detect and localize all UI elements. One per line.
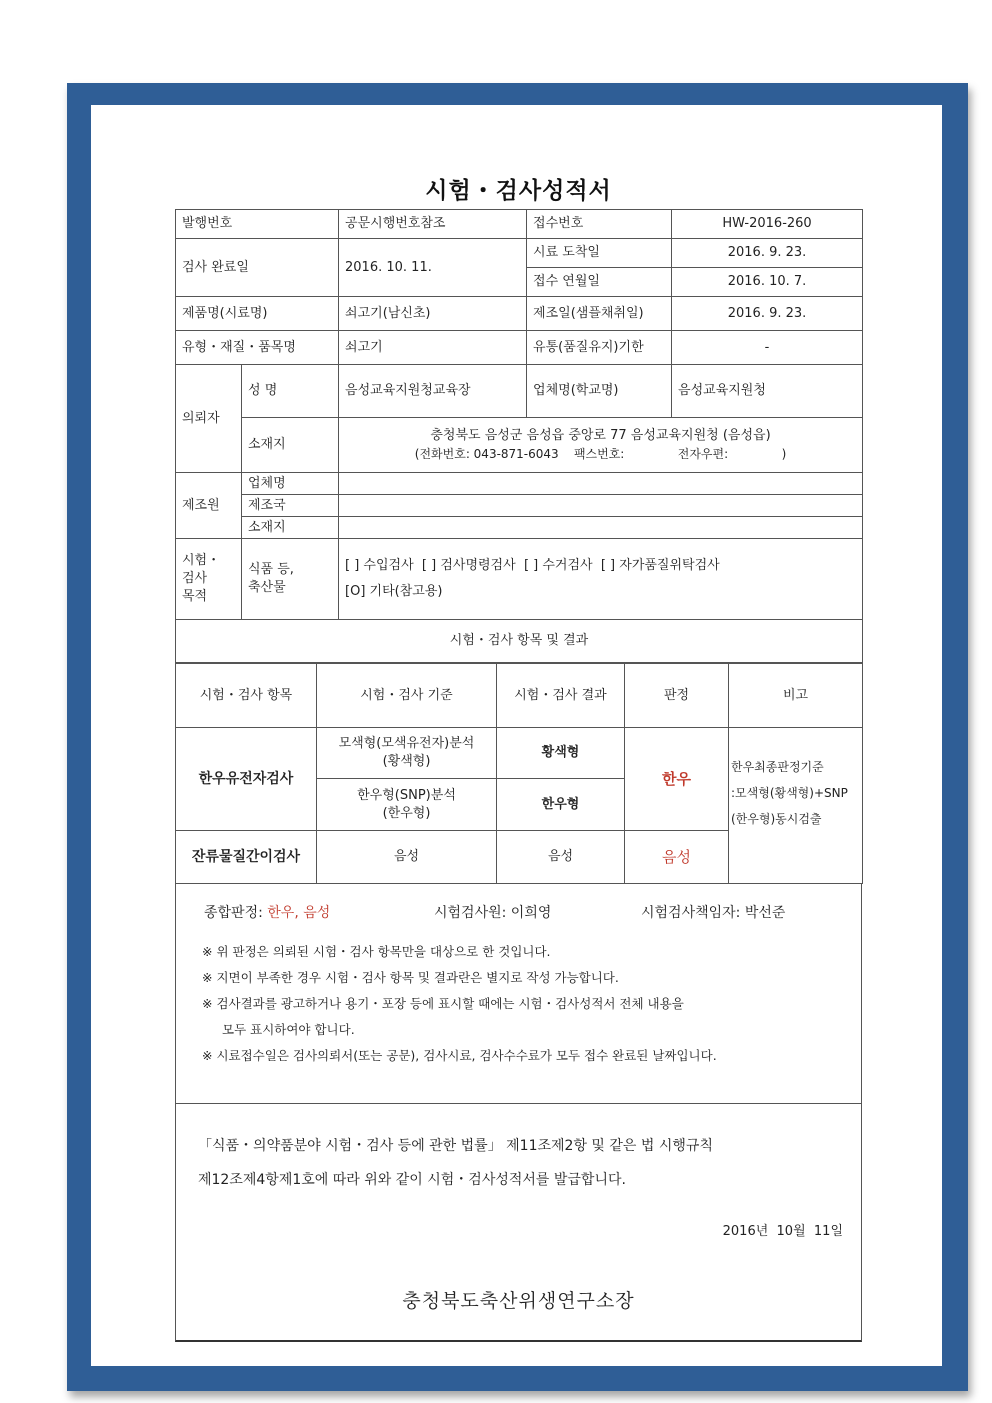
tester xyxy=(434,902,551,922)
issue-no-label: 발행번호 xyxy=(176,210,339,239)
requester-label: 의뢰자 xyxy=(176,365,242,473)
purpose-label xyxy=(176,539,242,620)
results-header-standard: 시험・검사 기준 xyxy=(317,664,497,728)
remark-line3: (한우형)동시검출 xyxy=(731,812,822,826)
row1a-standard xyxy=(317,728,497,779)
row2-standard: 음성 xyxy=(317,831,497,884)
requester-contact-value: (전화번호: 043-871-6043 팩스번호: 전자우편: ) xyxy=(414,447,787,461)
receipt-date-value: 2016. 10. 7. xyxy=(672,268,863,297)
info-table xyxy=(175,209,863,663)
document-title: 시험・검사성적서 xyxy=(425,178,612,204)
purpose-label-line3: 목적 xyxy=(182,589,208,604)
overall-judgment-label: 종합판정: xyxy=(204,905,263,921)
receipt-date-label: 접수 연월일 xyxy=(527,268,672,297)
row1-judgment: 한우 xyxy=(625,728,729,831)
manufacturer-address-value xyxy=(339,517,863,539)
purpose-label-line1: 시험・ xyxy=(182,553,221,568)
requester-address-cell xyxy=(339,418,863,473)
inspection-done-value: 2016. 10. 11. xyxy=(339,239,527,297)
manufacturer-company-label: 업체명 xyxy=(242,473,339,495)
manager xyxy=(641,902,785,922)
row1a-standard-line1: 모색형(모색유전자)분석 xyxy=(338,736,475,751)
row1a-standard-line2: (황색형) xyxy=(382,754,431,769)
purpose-options-line2: [O] 기타(참고용) xyxy=(345,584,443,599)
legal-line2: 제12조제4항제1호에 따라 위와 같이 시험・검사성적서를 발급합니다. xyxy=(198,1172,626,1188)
divider xyxy=(176,1103,861,1104)
row1b-standard xyxy=(317,779,497,831)
purpose-label-line2: 검사 xyxy=(182,571,208,586)
requester-name-label: 성 명 xyxy=(242,365,339,418)
row1b-result: 한우형 xyxy=(497,779,625,831)
remark-line1: 한우최종판정기준 xyxy=(731,760,824,774)
purpose-category-line1: 식품 등, xyxy=(248,562,294,577)
results-header-item: 시험・검사 항목 xyxy=(176,664,317,728)
requester-address-label: 소재지 xyxy=(242,418,339,473)
issue-date: 2016년 10월 11일 xyxy=(722,1224,843,1239)
legal-line1: 「식품・의약품분야 시험・검사 등에 관한 법률」 제11조제2항 및 같은 법 시행규칙 xyxy=(198,1138,713,1154)
manager-value: 박선준 xyxy=(744,905,786,921)
manufacturer-country-value xyxy=(339,495,863,517)
issuer: 충청북도축산위생연구소장 xyxy=(402,1290,635,1312)
summary-section xyxy=(175,884,862,1342)
notes xyxy=(202,939,852,1069)
results-header-remark: 비고 xyxy=(729,664,863,728)
manufacturer-address-label: 소재지 xyxy=(242,517,339,539)
issue-no-value: 공문시행번호참조 xyxy=(339,210,527,239)
product-value: 쇠고기(남신초) xyxy=(339,297,527,331)
results-section-title: 시험・검사 항목 및 결과 xyxy=(176,620,863,663)
receipt-no-value: HW-2016-260 xyxy=(672,210,863,239)
sample-arrival-value: 2016. 9. 23. xyxy=(672,239,863,268)
mfg-date-value: 2016. 9. 23. xyxy=(672,297,863,331)
note-1: ※ 위 판정은 의뢰된 시험・검사 항목만을 대상으로 한 것입니다. xyxy=(202,944,551,959)
row2-result: 음성 xyxy=(497,831,625,884)
row1-item: 한우유전자검사 xyxy=(176,728,317,831)
requester-company-label: 업체명(학교명) xyxy=(527,365,672,418)
product-label: 제품명(시료명) xyxy=(176,297,339,331)
sample-arrival-label: 시료 도착일 xyxy=(527,239,672,268)
row2-item: 잔류물질간이검사 xyxy=(176,831,317,884)
tester-value: 이희영 xyxy=(510,905,552,921)
remark-line2: :모색형(황색형)+SNP xyxy=(731,786,848,800)
mfg-date-label: 제조일(샘플채취일) xyxy=(527,297,672,331)
row1b-standard-line2: (한우형) xyxy=(382,805,431,821)
row-remark xyxy=(729,728,863,884)
type-value: 쇠고기 xyxy=(339,331,527,365)
purpose-options xyxy=(339,539,863,620)
row1b-standard-line1: 한우형(SNP)분석 xyxy=(357,787,456,803)
purpose-category xyxy=(242,539,339,620)
overall-judgment xyxy=(204,902,330,922)
overall-judgment-value: 한우, 음성 xyxy=(267,905,331,921)
row1a-result: 황색형 xyxy=(497,728,625,779)
type-label: 유형・재질・품목명 xyxy=(176,331,339,365)
inspection-done-label: 검사 완료일 xyxy=(176,239,339,297)
results-header-judgment: 판정 xyxy=(625,664,729,728)
manufacturer-label: 제조원 xyxy=(176,473,242,539)
note-3: ※ 검사결과를 광고하거나 용기・포장 등에 표시할 때에는 시험・검사성적서 전체 내용을 xyxy=(202,996,684,1011)
purpose-options-line1: [ ] 수입검사 [ ] 검사명령검사 [ ] 수거검사 [ ] 자가품질위탁검사 xyxy=(345,558,720,573)
results-table xyxy=(175,663,863,884)
note-3-cont: 모두 표시하여야 합니다. xyxy=(222,1022,355,1037)
manufacturer-company-value xyxy=(339,473,863,495)
expiry-label: 유통(품질유지)기한 xyxy=(527,331,672,365)
expiry-value: - xyxy=(672,331,863,365)
row2-judgment: 음성 xyxy=(625,831,729,884)
tester-label: 시험검사원: xyxy=(434,905,507,921)
requester-company-value: 음성교육지원청 xyxy=(672,365,863,418)
receipt-no-label: 접수번호 xyxy=(527,210,672,239)
manufacturer-country-label: 제조국 xyxy=(242,495,339,517)
requester-name-value: 음성교육지원청교육장 xyxy=(339,365,527,418)
note-2: ※ 지면이 부족한 경우 시험・검사 항목 및 결과란은 별지로 작성 가능합니다. xyxy=(202,970,619,985)
requester-address-value: 충청북도 음성군 음성읍 중앙로 77 음성교육지원청 (음성읍) xyxy=(430,428,771,443)
legal-text xyxy=(198,1129,858,1197)
results-header-result: 시험・검사 결과 xyxy=(497,664,625,728)
manager-label: 시험검사책임자: xyxy=(641,905,741,921)
note-4: ※ 시료접수일은 검사의뢰서(또는 공문), 검사시료, 검사수수료가 모두 접수 완료된 날짜입니다. xyxy=(202,1048,717,1063)
purpose-category-line2: 축산물 xyxy=(248,580,286,595)
